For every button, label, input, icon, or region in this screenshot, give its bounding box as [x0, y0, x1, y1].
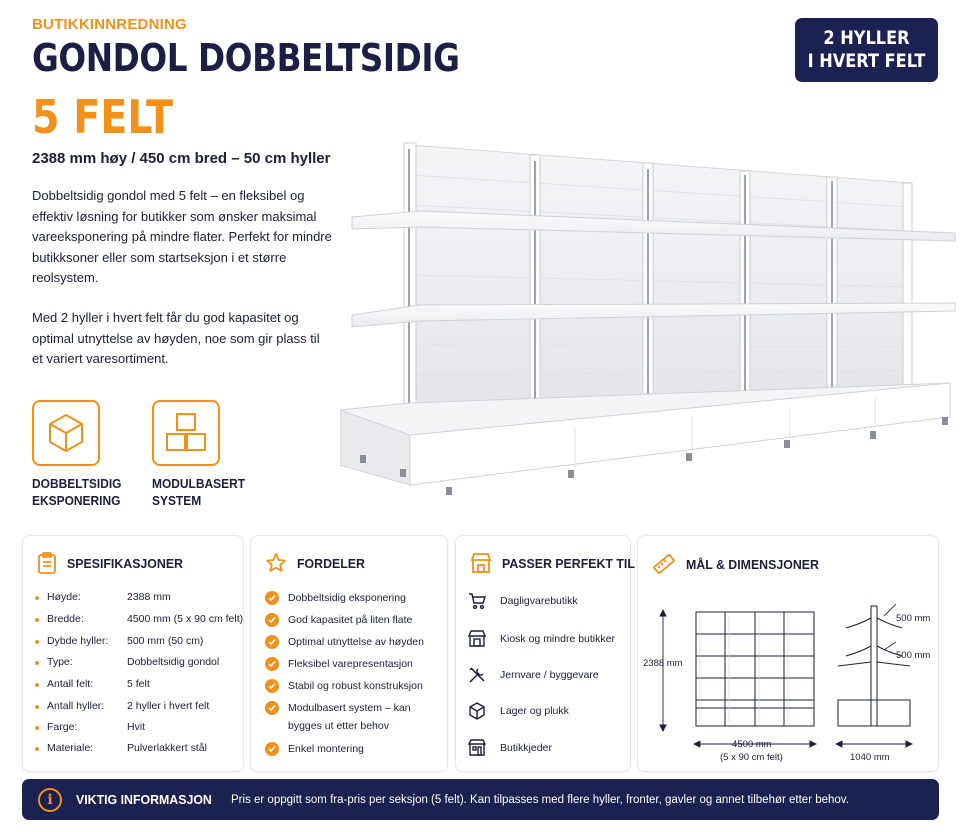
check-icon [265, 701, 279, 715]
spec-key: Farge: [47, 721, 78, 733]
advantage-item: Stabil og robust konstruksjon [265, 679, 438, 695]
fits-card [455, 535, 635, 772]
badge-line1: 2 HYLLER [823, 27, 910, 49]
advantage-item: Dobbeltsidig eksponering [265, 591, 438, 607]
spec-row [35, 700, 209, 712]
fits-card-header [470, 552, 642, 574]
feature-line: DOBBELTSIDIG [32, 476, 122, 491]
spec-key: Antall felt: [47, 678, 94, 690]
spec-row [35, 678, 150, 690]
kiosk-icon [468, 630, 486, 647]
spec-value: 2 hyller i hvert felt [127, 700, 210, 712]
product-subtitle: 2388 mm høy / 450 cm bred – 50 cm hyller [32, 150, 331, 167]
spec-key: Materiale: [47, 742, 94, 754]
spec-value: Dobbeltsidig gondol [127, 656, 220, 668]
dim-shelf-bottom: 500 mm [896, 650, 931, 661]
store-icon [468, 739, 486, 756]
feature-dobbeltsidig [32, 475, 142, 509]
spec-value: 2388 mm [127, 591, 171, 603]
spec-key: Antall hyller: [47, 700, 105, 712]
gondola-shelf-image [340, 135, 958, 505]
fit-item: Kiosk og mindre butikker [468, 630, 615, 647]
advantages-title: FORDELER [297, 555, 365, 571]
spec-row [35, 656, 219, 668]
check-icon [265, 591, 279, 605]
fit-item: Jernvare / byggevare [468, 666, 599, 684]
feature-line: SYSTEM [152, 493, 202, 508]
star-icon [265, 552, 287, 574]
check-icon [265, 679, 279, 693]
advantage-item: Optimal utnyttelse av høyden [265, 635, 438, 651]
spec-key: Bredde: [47, 613, 84, 625]
description-paragraph-1: Dobbeltsidig gondol med 5 felt – en fleksibel og effektiv løsning for butikker som ønsker maksimal vareeksponering på mindre flater. Perfekt for mindre butikksoner eller som startseksjon i et større reolsystem. [32, 188, 332, 285]
check-icon [265, 742, 279, 756]
specs-title: SPESIFIKASJONER [67, 555, 183, 571]
advantage-item: Enkel montering [265, 742, 438, 758]
spec-value: Hvit [127, 721, 146, 733]
spec-value: 500 mm (50 cm) [127, 635, 204, 647]
spec-value: 5 felt [127, 678, 150, 690]
dim-shelf-top: 500 mm [896, 613, 931, 624]
ruler-icon [652, 552, 676, 576]
fit-item: Lager og plukk [468, 702, 569, 720]
spec-row [35, 613, 243, 625]
feature-modulbasert [152, 475, 262, 509]
info-title: VIKTIG INFORMASJON [76, 792, 212, 807]
cart-icon [468, 593, 486, 609]
spec-row [35, 721, 145, 733]
fit-item: Dagligvarebutikk [468, 593, 578, 609]
badge-line2: I HVERT FELT [807, 50, 926, 72]
cube-icon [44, 411, 88, 455]
tools-icon [468, 666, 486, 684]
page-title-felt: 5 FELT [32, 90, 173, 144]
dimensions-title: MÅL & DIMENSJONER [686, 556, 819, 572]
spec-key: Type: [47, 656, 73, 668]
storefront-icon [470, 552, 492, 574]
clipboard-icon [37, 552, 57, 574]
info-text: Pris er oppgitt som fra-pris per seksjon (5 felt). Kan tilpasses med flere hyller, fronter, gavler og annet tilbehør etter behov. [231, 793, 849, 806]
page-title: GONDOL DOBBELTSIDIG [32, 36, 460, 80]
cube-icon-box [32, 400, 100, 466]
specs-card [22, 535, 244, 772]
spec-row [35, 591, 171, 603]
description-paragraph-2: Med 2 hyller i hvert felt får du god kapasitet og optimal utnyttelse av høyden, noe som gir plass til et variert varesortiment. [32, 310, 320, 366]
advantages-card [250, 535, 448, 772]
spec-key: Høyde: [47, 591, 81, 603]
dimensions-card [637, 535, 939, 772]
feature-line: MODULBASERT [152, 476, 246, 491]
info-icon: i [38, 788, 62, 812]
advantage-item: Fleksibel varepresentasjon [265, 657, 438, 673]
check-icon [265, 613, 279, 627]
advantages-card-header [265, 552, 369, 574]
specs-card-header [37, 552, 189, 574]
fits-title: PASSER PERFEKT TIL [502, 555, 635, 571]
spec-value: Pulverlakkert stål [127, 742, 207, 754]
advantage-item: God kapasitet på liten flate [265, 613, 438, 629]
spec-row [35, 635, 203, 647]
spec-key: Dybde hyller: [47, 635, 109, 647]
fit-item: Butikkjeder [468, 739, 552, 756]
dimension-drawing [638, 596, 938, 771]
check-icon [265, 657, 279, 671]
check-icon [265, 635, 279, 649]
spec-value: 4500 mm (5 x 90 cm felt) [127, 613, 244, 625]
dim-depth: 1040 mm [850, 752, 890, 763]
category-label: BUTIKKINNREDNING [32, 16, 187, 33]
dimensions-card-header [652, 552, 826, 576]
dim-height: 2388 mm [643, 658, 683, 669]
advantage-item: Modulbasert system – kan bygges ut etter behov [265, 701, 438, 735]
dim-width: 4500 mm [732, 739, 772, 750]
feature-line: EKSPONERING [32, 493, 121, 508]
spec-row [35, 742, 207, 754]
package-icon [468, 702, 486, 720]
shelves-badge [795, 18, 938, 82]
boxes-icon-box [152, 400, 220, 466]
info-bar [22, 779, 939, 820]
dim-width-note: (5 x 90 cm felt) [720, 752, 783, 763]
boxes-icon [163, 410, 209, 456]
